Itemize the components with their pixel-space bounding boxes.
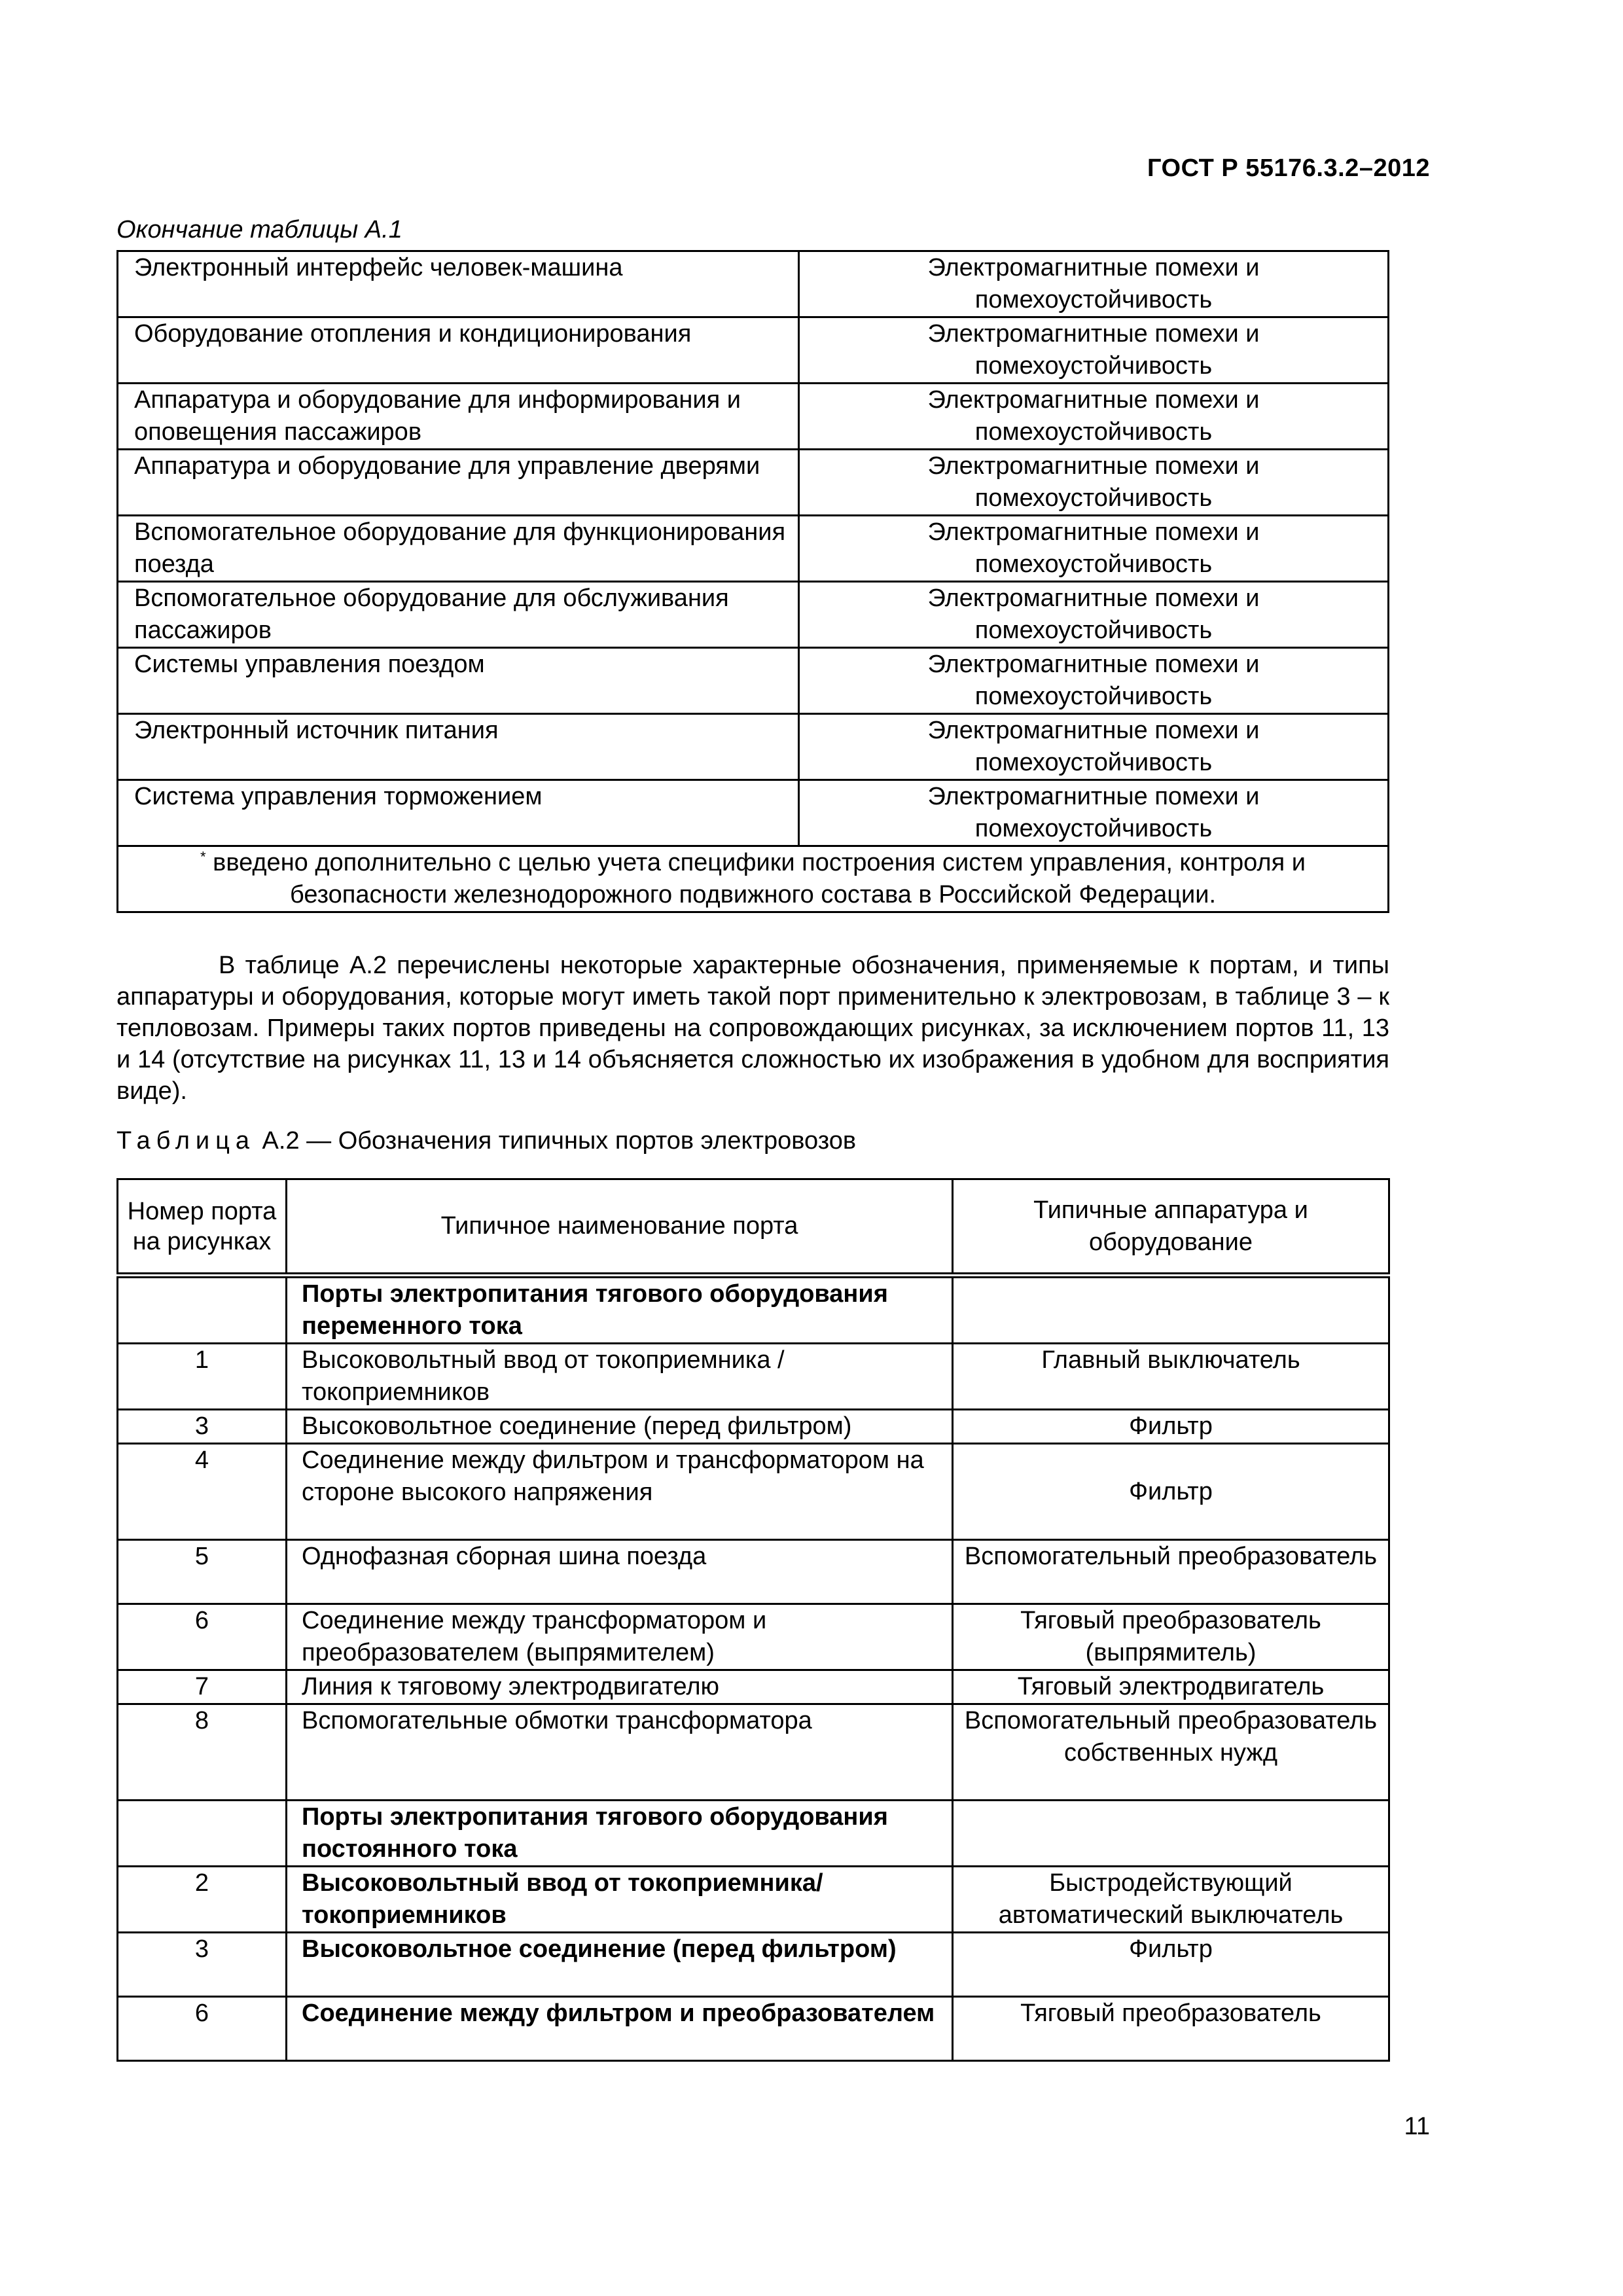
equipment-name-cell: Системы управления поездом [118, 648, 799, 714]
table-row [118, 1444, 1389, 1540]
table-row [118, 1604, 1389, 1670]
port-name-cell: Соединение между фильтром и трансформатором на стороне высокого напряжения [287, 1444, 953, 1540]
port-name-cell: Соединение между фильтром и преобразователем [287, 1997, 953, 2061]
port-name-cell: Высоковольтное соединение (перед фильтром) [287, 1410, 953, 1444]
table-row [118, 251, 1389, 317]
phenomena-cell: Электромагнитные помехи и помехоустойчивость [799, 714, 1389, 780]
equipment-name-cell: Вспомогательное оборудование для обслуживания пассажиров [118, 582, 799, 648]
table-row [118, 714, 1389, 780]
equipment-name-cell: Аппаратура и оборудование для информирования и оповещения пассажиров [118, 384, 799, 450]
port-number-cell: 4 [118, 1444, 287, 1540]
table-a2 [116, 1178, 1390, 2062]
port-number-cell: 7 [118, 1670, 287, 1704]
equipment-cell: Главный выключатель [953, 1344, 1389, 1410]
equipment-cell: Тяговый преобразователь [953, 1997, 1389, 2061]
port-name-cell: Вспомогательные обмотки трансформатора [287, 1704, 953, 1801]
equipment-cell: Тяговый электродвигатель [953, 1670, 1389, 1704]
equipment-cell: Вспомогательный преобразователь [953, 1540, 1389, 1604]
table-row [118, 1670, 1389, 1704]
table-row [118, 1997, 1389, 2061]
table-a2-caption-word: Таблица [116, 1127, 255, 1155]
equipment-cell: Вспомогательный преобразователь собственных нужд [953, 1704, 1389, 1801]
equipment-name-cell: Электронный интерфейс человек-машина [118, 251, 799, 317]
table-row [118, 1410, 1389, 1444]
equipment-name-cell: Оборудование отопления и кондиционирования [118, 317, 799, 384]
phenomena-cell: Электромагнитные помехи и помехоустойчивость [799, 780, 1389, 846]
equipment-cell [953, 1801, 1389, 1867]
table-row [118, 384, 1389, 450]
table-section-row [118, 1276, 1389, 1344]
port-number-cell: 5 [118, 1540, 287, 1604]
standard-code: ГОСТ Р 55176.3.2–2012 [1147, 154, 1430, 182]
equipment-cell: Быстродействующий автоматический выключатель [953, 1867, 1389, 1933]
equipment-cell: Фильтр [953, 1933, 1389, 1997]
table-row [118, 780, 1389, 846]
footnote-text: введено дополнительно с целью учета специфики построения систем управления, контроля и безопасности железнодорожного подвижного состава в Российской Федерации. [213, 849, 1306, 908]
port-name-cell: Соединение между трансформатором и преобразователем (выпрямителем) [287, 1604, 953, 1670]
equipment-cell: Фильтр [953, 1444, 1389, 1540]
table-a2-caption-text: А.2 — Обозначения типичных портов электровозов [255, 1127, 857, 1155]
equipment-name-cell: Система управления торможением [118, 780, 799, 846]
table-row [118, 1933, 1389, 1997]
equipment-name-cell: Аппаратура и оборудование для управление дверями [118, 450, 799, 516]
equipment-cell: Тяговый преобразователь (выпрямитель) [953, 1604, 1389, 1670]
table-row [118, 582, 1389, 648]
header-port-number: Номер порта на рисунках [118, 1179, 287, 1276]
table-section-row [118, 1801, 1389, 1867]
port-number-cell [118, 1276, 287, 1344]
table-a1-continuation-caption: Окончание таблицы А.1 [116, 216, 402, 243]
port-number-cell: 6 [118, 1604, 287, 1670]
section-title-dc: Порты электропитания тягового оборудования постоянного тока [287, 1801, 953, 1867]
phenomena-cell: Электромагнитные помехи и помехоустойчивость [799, 251, 1389, 317]
table-row [118, 648, 1389, 714]
port-name-cell: Однофазная сборная шина поезда [287, 1540, 953, 1604]
equipment-name-cell: Вспомогательное оборудование для функционирования поезда [118, 516, 799, 582]
port-number-cell: 3 [118, 1933, 287, 1997]
equipment-name-cell: Электронный источник питания [118, 714, 799, 780]
body-paragraph: В таблице А.2 перечислены некоторые характерные обозначения, применяемые к портам, и типы аппаратуры и оборудования, которые могут иметь такой порт применительно к электровозам, в таблице 3 – к тепловозам. Примеры таких портов приведены на сопровождающих рисунках, за исключением портов 11, 13 и 14 (отсутствие на рисунках 11, 13 и 14 объясняется сложностью их изображения в удобном для восприятия виде). [116, 952, 1389, 1105]
table-a2-caption [116, 1127, 856, 1155]
port-number-cell: 8 [118, 1704, 287, 1801]
phenomena-cell: Электромагнитные помехи и помехоустойчивость [799, 450, 1389, 516]
port-number-cell: 6 [118, 1997, 287, 2061]
phenomena-cell: Электромагнитные помехи и помехоустойчивость [799, 582, 1389, 648]
table-row [118, 317, 1389, 384]
table-row [118, 1704, 1389, 1801]
phenomena-cell: Электромагнитные помехи и помехоустойчивость [799, 384, 1389, 450]
table-row [118, 1540, 1389, 1604]
port-number-cell: 1 [118, 1344, 287, 1410]
header-port-name: Типичное наименование порта [287, 1179, 953, 1276]
table-row [118, 516, 1389, 582]
table-footnote-row [118, 846, 1389, 912]
port-name-cell: Высоковольтный ввод от токоприемника /токоприемников [287, 1344, 953, 1410]
port-number-cell [118, 1801, 287, 1867]
footnote-mark: * [200, 848, 206, 865]
port-number-cell: 2 [118, 1867, 287, 1933]
phenomena-cell: Электромагнитные помехи и помехоустойчивость [799, 317, 1389, 384]
table-footnote [118, 846, 1389, 912]
table-row [118, 450, 1389, 516]
table-row [118, 1344, 1389, 1410]
port-name-cell: Высоковольтное соединение (перед фильтром) [287, 1933, 953, 1997]
equipment-cell: Фильтр [953, 1410, 1389, 1444]
phenomena-cell: Электромагнитные помехи и помехоустойчивость [799, 648, 1389, 714]
port-name-cell: Высоковольтный ввод от токоприемника/токоприемников [287, 1867, 953, 1933]
table-row [118, 1867, 1389, 1933]
table-header-row [118, 1179, 1389, 1276]
section-title-ac: Порты электропитания тягового оборудования переменного тока [287, 1276, 953, 1344]
page-number: 11 [1404, 2113, 1430, 2140]
phenomena-cell: Электромагнитные помехи и помехоустойчивость [799, 516, 1389, 582]
table-a1-end [116, 250, 1389, 913]
header-equipment: Типичные аппаратура и оборудование [953, 1179, 1389, 1276]
port-name-cell: Линия к тяговому электродвигателю [287, 1670, 953, 1704]
port-number-cell: 3 [118, 1410, 287, 1444]
equipment-cell [953, 1276, 1389, 1344]
